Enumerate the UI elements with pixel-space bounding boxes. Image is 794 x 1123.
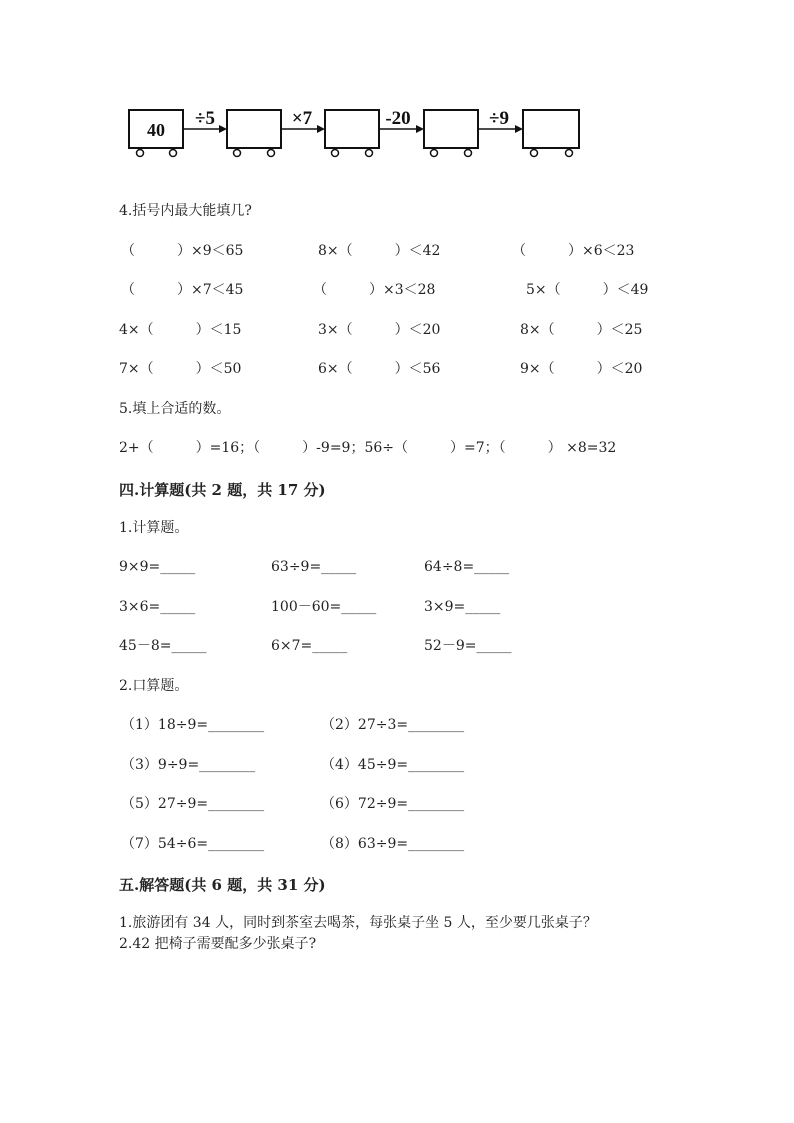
train-arrow-2 [281, 108, 325, 133]
train-arrow-1 [183, 108, 227, 133]
q5-title: 5.填上合适的数。 [119, 401, 231, 417]
train-car-1 [129, 110, 183, 157]
train-start-value: 40 [147, 120, 165, 140]
train-car-3 [325, 110, 379, 157]
oral-calc-item: （7）54÷6=________ [121, 836, 265, 852]
train-op-1: ÷5 [195, 108, 215, 129]
calc-item: 3×6=_____ [119, 599, 196, 615]
q4-item: 8×（ ）＜25 [520, 322, 643, 338]
train-car-5 [523, 110, 579, 157]
word-problem: 1.旅游团有 34 人，同时到茶室去喝茶，每张桌子坐 5 人，至少要几张桌子？ [119, 915, 597, 931]
word-problem: 2.42 把椅子需要配多少张桌子? [119, 936, 317, 952]
q4-title: 4.括号内最大能填几? [119, 203, 252, 219]
oral-calc-item: （5）27÷9=________ [121, 796, 265, 812]
calc-item: 100－60=_____ [271, 599, 377, 615]
train-arrow-3 [379, 108, 424, 133]
q4-item: （ ）×9＜65 [121, 243, 244, 259]
train-op-3: -20 [385, 108, 411, 129]
q4-item: 7×（ ）＜50 [119, 361, 242, 377]
oral-calc-item: （3）9÷9=________ [121, 757, 256, 773]
calc-item: 9×9=_____ [119, 559, 196, 575]
oral-calc-item: （1）18÷9=________ [121, 717, 265, 733]
q4-item: 8×（ ）＜42 [318, 243, 441, 259]
train-op-2: ×7 [291, 108, 313, 129]
oral-calc-item: （2）27÷3=________ [321, 717, 465, 733]
train-arrow-4 [478, 108, 523, 133]
oral-calc-item: （4）45÷9=________ [321, 757, 465, 773]
q4-item: 4×（ ）＜15 [119, 322, 242, 338]
section4-q2-title: 2.口算题。 [119, 678, 189, 694]
q4-item: （ ）×3＜28 [313, 282, 436, 298]
section4-q1-title: 1.计算题。 [119, 520, 189, 536]
calc-item: 3×9=_____ [424, 599, 501, 615]
q4-item: （ ）×7＜45 [121, 282, 244, 298]
oral-calc-item: （6）72÷9=________ [321, 796, 465, 812]
train-op-4: ÷9 [489, 108, 509, 129]
q4-item: 9×（ ）＜20 [520, 361, 643, 377]
section4-title: 四.计算题(共 2 题，共 17 分) [119, 481, 326, 499]
calc-item: 52－9=_____ [424, 638, 512, 654]
q4-item: （ ）×6＜23 [512, 243, 635, 259]
section5-title: 五.解答题(共 6 题，共 31 分) [119, 876, 326, 894]
calc-item: 63÷9=_____ [271, 559, 357, 575]
train-car-4 [424, 110, 478, 157]
oral-calc-item: （8）63÷9=________ [321, 836, 465, 852]
calc-item: 6×7=_____ [271, 638, 348, 654]
calc-item: 45－8=_____ [119, 638, 207, 654]
train-diagram [0, 0, 794, 175]
q4-item: 3×（ ）＜20 [318, 322, 441, 338]
q4-item: 6×（ ）＜56 [318, 361, 441, 377]
calc-item: 64÷8=_____ [424, 559, 510, 575]
q5-line: 2+（ ）=16；（ ）-9=9；56÷（ ）=7；（ ） ×8=32 [119, 440, 617, 456]
train-car-2 [227, 110, 281, 157]
q4-item: 5×（ ）＜49 [526, 282, 649, 298]
